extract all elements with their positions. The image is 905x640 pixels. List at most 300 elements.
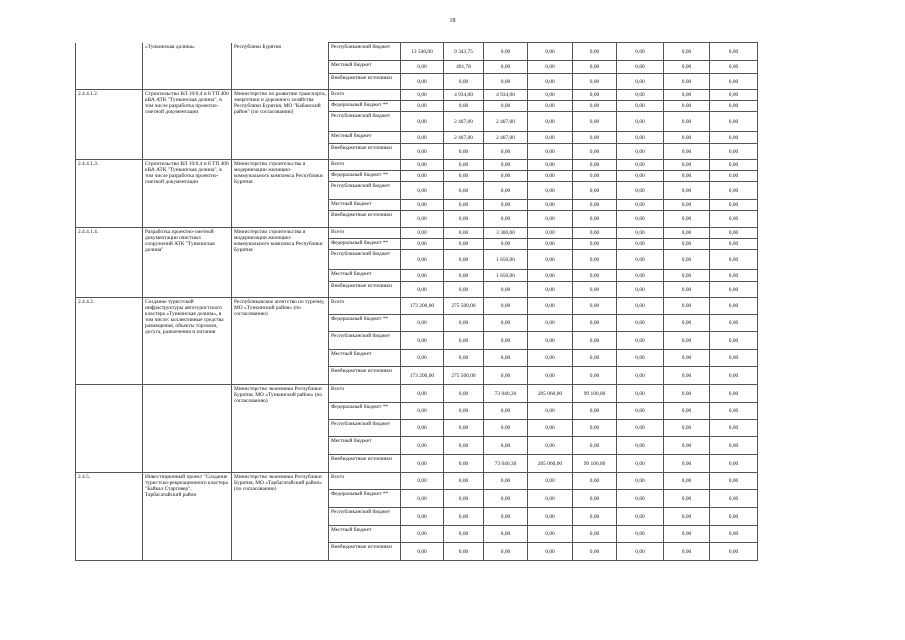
amount-cell: 0,00 (401, 282, 444, 298)
amount-cell: 0,00 (484, 367, 528, 385)
amount-cell: 0,00 (484, 403, 528, 420)
measure-name: Строительство ВЛ 10/0,4 и 8 ТП 400 кВА АТК "Тункинская долина", в том числе разработка проектно-сметной документации (143, 90, 232, 160)
amount-cell: 0,00 (710, 385, 758, 403)
amount-cell: 0,00 (484, 420, 528, 437)
amount-cell: 0,00 (573, 112, 617, 132)
amount-cell: 0,00 (664, 171, 710, 182)
amount-cell: 0,00 (573, 282, 617, 298)
amount-cell: 0,00 (401, 182, 444, 200)
amount-cell: 0,00 (573, 543, 617, 561)
amount-cell: 0,00 (401, 144, 444, 160)
amount-cell: 0,00 (664, 420, 710, 437)
funding-source-label: Местный бюджет (329, 61, 401, 74)
amount-cell: 0,00 (573, 61, 617, 74)
amount-cell: 0,00 (401, 490, 444, 508)
amount-cell: 0,00 (617, 403, 664, 420)
amount-cell: 0,00 (710, 211, 758, 228)
amount-cell: 0,00 (573, 239, 617, 250)
amount-cell: 0,00 (401, 74, 444, 90)
amount-cell: 275 500,00 (444, 298, 484, 315)
amount-cell: 0,00 (573, 132, 617, 144)
amount-cell: 0,00 (484, 239, 528, 250)
amount-cell: 0,00 (710, 61, 758, 74)
amount-cell: 0,00 (444, 455, 484, 473)
funding-source-label: Федеральный бюджет ** (329, 403, 401, 420)
amount-cell: 0,00 (444, 74, 484, 90)
measure-name (143, 385, 232, 473)
funding-source-label: Внебюджетные источники (329, 74, 401, 90)
amount-cell: 0,00 (401, 101, 444, 112)
amount-cell: 0,00 (528, 526, 573, 543)
executor: Министерство по развитию транспорта, энергетики и дорожного хозяйства Республики Бурятия, МО "Кабанский район" (по согласованию) (232, 90, 329, 160)
amount-cell: 0,00 (664, 112, 710, 132)
amount-cell: 0,00 (710, 250, 758, 270)
amount-cell: 0,00 (528, 211, 573, 228)
amount-cell: 0,00 (710, 473, 758, 490)
amount-cell: 0,00 (401, 420, 444, 437)
amount-cell: 0,00 (444, 160, 484, 171)
amount-cell: 205 060,00 (528, 455, 573, 473)
amount-cell: 0,00 (710, 282, 758, 298)
amount-cell: 0,00 (617, 490, 664, 508)
amount-cell: 0,00 (573, 270, 617, 282)
amount-cell: 0,00 (664, 74, 710, 90)
measure-name: Строительство ВЛ 10/0,4 и 8 ТП 400 кВА АТК "Тункинская долина", в том числе разработка проектно-сметной документации (143, 160, 232, 228)
amount-cell: 0,00 (664, 211, 710, 228)
amount-cell: 0,00 (484, 171, 528, 182)
amount-cell: 0,00 (617, 298, 664, 315)
amount-cell: 0,00 (484, 490, 528, 508)
amount-cell: 0,00 (444, 420, 484, 437)
amount-cell: 0,00 (573, 473, 617, 490)
amount-cell: 0,00 (617, 211, 664, 228)
amount-cell: 0,00 (528, 270, 573, 282)
funding-source-label: Всего (329, 298, 401, 315)
amount-cell: 0,00 (664, 473, 710, 490)
amount-cell: 99 100,00 (573, 385, 617, 403)
table-row (76, 473, 803, 490)
amount-cell: 0,00 (617, 543, 664, 561)
amount-cell: 0,00 (710, 270, 758, 282)
amount-cell: 0,00 (664, 61, 710, 74)
amount-cell: 0,00 (444, 473, 484, 490)
amount-cell: 491,78 (444, 61, 484, 74)
amount-cell: 2 467,00 (484, 132, 528, 144)
amount-cell: 0,00 (484, 211, 528, 228)
funding-source-label: Внебюджетные источники (329, 455, 401, 473)
funding-source-label: Федеральный бюджет ** (329, 315, 401, 332)
amount-cell: 275 500,00 (444, 367, 484, 385)
amount-cell: 73 040,30 (484, 385, 528, 403)
amount-cell: 0,00 (528, 239, 573, 250)
amount-cell: 0,00 (528, 508, 573, 526)
amount-cell: 0,00 (484, 182, 528, 200)
amount-cell: 0,00 (573, 508, 617, 526)
amount-cell: 0,00 (664, 437, 710, 455)
amount-cell: 0,00 (528, 332, 573, 350)
amount-cell: 0,00 (444, 250, 484, 270)
amount-cell: 0,00 (484, 144, 528, 160)
amount-cell: 0,00 (401, 508, 444, 526)
amount-cell: 0,00 (573, 171, 617, 182)
amount-cell: 0,00 (528, 543, 573, 561)
amount-cell: 0,00 (710, 420, 758, 437)
amount-cell: 0,00 (484, 526, 528, 543)
amount-cell: 0,00 (528, 74, 573, 90)
amount-cell: 9 343,75 (444, 43, 484, 61)
amount-cell: 0,00 (710, 171, 758, 182)
amount-cell: 0,00 (664, 200, 710, 211)
amount-cell: 0,00 (664, 132, 710, 144)
amount-cell: 0,00 (401, 437, 444, 455)
amount-cell: 0,00 (401, 315, 444, 332)
amount-cell: 0,00 (401, 228, 444, 239)
amount-cell: 0,00 (401, 90, 444, 101)
budget-table (75, 42, 803, 561)
amount-cell: 0,00 (573, 437, 617, 455)
funding-source-label: Внебюджетные источники (329, 144, 401, 160)
amount-cell: 0,00 (528, 144, 573, 160)
amount-cell: 3 300,00 (484, 228, 528, 239)
amount-cell: 0,00 (664, 403, 710, 420)
amount-cell: 0,00 (528, 160, 573, 171)
amount-cell: 0,00 (617, 43, 664, 61)
amount-cell: 0,00 (617, 270, 664, 282)
amount-cell: 0,00 (573, 526, 617, 543)
amount-cell: 0,00 (573, 250, 617, 270)
amount-cell: 0,00 (444, 437, 484, 455)
amount-cell: 0,00 (573, 367, 617, 385)
amount-cell: 0,00 (617, 61, 664, 74)
funding-source-label: Республиканский бюджет (329, 332, 401, 350)
amount-cell: 0,00 (528, 182, 573, 200)
amount-cell: 0,00 (617, 455, 664, 473)
table-row (76, 385, 803, 403)
amount-cell: 0,00 (401, 239, 444, 250)
funding-source-label: Местный бюджет (329, 437, 401, 455)
amount-cell: 0,00 (401, 132, 444, 144)
amount-cell: 0,00 (710, 315, 758, 332)
amount-cell: 0,00 (573, 350, 617, 367)
amount-cell: 0,00 (664, 526, 710, 543)
amount-cell: 0,00 (710, 101, 758, 112)
amount-cell: 0,00 (401, 250, 444, 270)
amount-cell: 73 040,30 (484, 455, 528, 473)
measure-name: Создание туристской инфраструктуры автотуристского кластера «Тункинская долина», в том числе: коллективные средства размещения, объекты торговли, досуга, развлечения и питания (143, 298, 232, 385)
amount-cell: 0,00 (664, 43, 710, 61)
table-row (76, 228, 803, 239)
amount-cell: 0,00 (710, 298, 758, 315)
amount-cell: 0,00 (664, 455, 710, 473)
funding-source-label: Внебюджетные источники (329, 367, 401, 385)
amount-cell: 0,00 (484, 61, 528, 74)
amount-cell: 173 200,00 (401, 298, 444, 315)
amount-cell: 0,00 (484, 437, 528, 455)
amount-cell: 0,00 (617, 182, 664, 200)
amount-cell: 0,00 (401, 526, 444, 543)
amount-cell: 0,00 (573, 403, 617, 420)
amount-cell: 0,00 (664, 332, 710, 350)
amount-cell: 0,00 (528, 367, 573, 385)
funding-source-label: Республиканский бюджет (329, 420, 401, 437)
amount-cell: 0,00 (710, 43, 758, 61)
amount-cell: 0,00 (401, 350, 444, 367)
amount-cell: 0,00 (664, 160, 710, 171)
amount-cell: 0,00 (710, 239, 758, 250)
measure-code: 2.4.4.1.4. (76, 228, 143, 298)
amount-cell: 0,00 (617, 239, 664, 250)
amount-cell: 0,00 (484, 473, 528, 490)
funding-source-label: Внебюджетные источники (329, 543, 401, 561)
amount-cell: 0,00 (401, 171, 444, 182)
amount-cell: 0,00 (444, 211, 484, 228)
amount-cell: 0,00 (444, 315, 484, 332)
amount-cell: 0,00 (444, 228, 484, 239)
amount-cell: 0,00 (484, 74, 528, 90)
funding-source-label: Республиканский бюджет (329, 43, 401, 61)
measure-code: 2.4.5. (76, 473, 143, 561)
amount-cell: 0,00 (664, 282, 710, 298)
amount-cell: 0,00 (617, 101, 664, 112)
amount-cell: 0,00 (617, 132, 664, 144)
amount-cell: 0,00 (444, 332, 484, 350)
amount-cell: 0,00 (573, 420, 617, 437)
amount-cell: 1 650,00 (484, 250, 528, 270)
amount-cell: 0,00 (617, 367, 664, 385)
amount-cell: 0,00 (444, 282, 484, 298)
amount-cell: 0,00 (573, 43, 617, 61)
amount-cell: 0,00 (664, 250, 710, 270)
amount-cell: 0,00 (710, 543, 758, 561)
amount-cell: 0,00 (617, 160, 664, 171)
amount-cell: 0,00 (528, 315, 573, 332)
amount-cell: 0,00 (617, 250, 664, 270)
amount-cell: 0,00 (401, 61, 444, 74)
amount-cell: 0,00 (401, 332, 444, 350)
amount-cell: 0,00 (664, 270, 710, 282)
amount-cell: 2 467,00 (444, 132, 484, 144)
table-row (76, 43, 803, 61)
amount-cell: 0,00 (444, 543, 484, 561)
amount-cell: 205 060,00 (528, 385, 573, 403)
table-row (76, 90, 803, 101)
amount-cell: 0,00 (528, 200, 573, 211)
funding-source-label: Федеральный бюджет ** (329, 490, 401, 508)
amount-cell: 0,00 (401, 160, 444, 171)
amount-cell: 0,00 (528, 228, 573, 239)
amount-cell: 0,00 (528, 473, 573, 490)
amount-cell: 0,00 (664, 101, 710, 112)
measure-name: «Тункинская долина» (143, 43, 232, 90)
amount-cell: 0,00 (710, 144, 758, 160)
page-number: 18 (449, 18, 456, 24)
funding-source-label: Местный бюджет (329, 350, 401, 367)
amount-cell: 0,00 (444, 239, 484, 250)
amount-cell: 0,00 (401, 473, 444, 490)
amount-cell: 0,00 (617, 350, 664, 367)
amount-cell: 0,00 (664, 228, 710, 239)
amount-cell: 0,00 (401, 403, 444, 420)
amount-cell: 0,00 (573, 298, 617, 315)
amount-cell: 0,00 (528, 350, 573, 367)
amount-cell: 0,00 (664, 182, 710, 200)
amount-cell: 0,00 (528, 171, 573, 182)
amount-cell: 0,00 (617, 437, 664, 455)
amount-cell: 0,00 (573, 332, 617, 350)
funding-source-label: Всего (329, 90, 401, 101)
amount-cell: 0,00 (528, 420, 573, 437)
amount-cell: 0,00 (710, 332, 758, 350)
amount-cell: 0,00 (444, 182, 484, 200)
amount-cell: 0,00 (444, 385, 484, 403)
funding-source-label: Республиканский бюджет (329, 112, 401, 132)
amount-cell: 0,00 (710, 490, 758, 508)
amount-cell: 2 467,00 (444, 112, 484, 132)
amount-cell: 0,00 (528, 282, 573, 298)
funding-source-label: Внебюджетные источники (329, 282, 401, 298)
measure-code (76, 43, 143, 90)
amount-cell: 0,00 (573, 90, 617, 101)
executor: Министерство строительства и модернизации жилищно-коммунального комплекса Республики Бурятия (232, 228, 329, 298)
amount-cell: 0,00 (528, 112, 573, 132)
measure-code (76, 385, 143, 473)
amount-cell: 0,00 (664, 508, 710, 526)
funding-source-label: Всего (329, 473, 401, 490)
funding-source-label: Всего (329, 385, 401, 403)
funding-source-label: Внебюджетные источники (329, 211, 401, 228)
funding-source-label: Федеральный бюджет ** (329, 101, 401, 112)
amount-cell: 1 650,00 (484, 270, 528, 282)
funding-source-label: Местный бюджет (329, 200, 401, 211)
amount-cell: 0,00 (528, 250, 573, 270)
amount-cell: 0,00 (484, 332, 528, 350)
executor: Министерство экономики Республики Бурятия, МО «Тарбагатайский район» (по согласованию) (232, 473, 329, 561)
amount-cell: 0,00 (710, 367, 758, 385)
amount-cell: 0,00 (401, 455, 444, 473)
funding-source-label: Всего (329, 160, 401, 171)
amount-cell: 0,00 (401, 543, 444, 561)
amount-cell: 0,00 (617, 74, 664, 90)
amount-cell: 0,00 (528, 132, 573, 144)
amount-cell: 0,00 (710, 455, 758, 473)
amount-cell: 0,00 (664, 144, 710, 160)
amount-cell: 0,00 (710, 90, 758, 101)
amount-cell: 0,00 (484, 101, 528, 112)
amount-cell: 0,00 (444, 403, 484, 420)
amount-cell: 0,00 (664, 543, 710, 561)
amount-cell: 0,00 (444, 490, 484, 508)
amount-cell: 0,00 (710, 526, 758, 543)
funding-source-label: Федеральный бюджет ** (329, 171, 401, 182)
amount-cell: 0,00 (573, 228, 617, 239)
amount-cell: 0,00 (528, 101, 573, 112)
amount-cell: 13 540,00 (401, 43, 444, 61)
amount-cell: 0,00 (573, 101, 617, 112)
amount-cell: 0,00 (484, 543, 528, 561)
funding-source-label: Всего (329, 228, 401, 239)
amount-cell: 0,00 (528, 403, 573, 420)
table-row (76, 160, 803, 171)
executor: Республиканское агентство по туризму, МО «Тункинский район» (по согласованию) (232, 298, 329, 385)
amount-cell: 0,00 (664, 350, 710, 367)
amount-cell: 0,00 (710, 508, 758, 526)
amount-cell: 99 100,00 (573, 455, 617, 473)
amount-cell: 173 200,00 (401, 367, 444, 385)
amount-cell: 0,00 (710, 437, 758, 455)
amount-cell: 0,00 (710, 350, 758, 367)
amount-cell: 0,00 (573, 490, 617, 508)
executor: Министерство строительства и модернизации жилищно-коммунального комплекса Республики Бурятия (232, 160, 329, 228)
amount-cell: 0,00 (710, 160, 758, 171)
amount-cell: 0,00 (444, 508, 484, 526)
amount-cell: 0,00 (444, 200, 484, 211)
amount-cell: 0,00 (617, 508, 664, 526)
amount-cell: 0,00 (484, 160, 528, 171)
amount-cell: 0,00 (528, 90, 573, 101)
amount-cell: 0,00 (664, 367, 710, 385)
amount-cell: 0,00 (710, 228, 758, 239)
amount-cell: 0,00 (617, 112, 664, 132)
executor: Республики Бурятия (232, 43, 329, 90)
amount-cell: 0,00 (617, 385, 664, 403)
amount-cell: 0,00 (617, 282, 664, 298)
amount-cell: 0,00 (528, 437, 573, 455)
amount-cell: 0,00 (484, 43, 528, 61)
amount-cell: 0,00 (664, 315, 710, 332)
amount-cell: 0,00 (664, 298, 710, 315)
amount-cell: 4 934,00 (444, 90, 484, 101)
amount-cell: 0,00 (664, 239, 710, 250)
amount-cell: 0,00 (573, 200, 617, 211)
amount-cell: 2 467,00 (484, 112, 528, 132)
amount-cell: 0,00 (444, 526, 484, 543)
amount-cell: 0,00 (664, 385, 710, 403)
funding-source-label: Республиканский бюджет (329, 250, 401, 270)
amount-cell: 0,00 (573, 160, 617, 171)
amount-cell: 0,00 (528, 298, 573, 315)
amount-cell: 0,00 (401, 270, 444, 282)
amount-cell: 0,00 (664, 490, 710, 508)
funding-source-label: Республиканский бюджет (329, 508, 401, 526)
measure-code: 2.4.4.1.2. (76, 90, 143, 160)
amount-cell: 4 934,00 (484, 90, 528, 101)
amount-cell: 0,00 (444, 144, 484, 160)
amount-cell: 0,00 (710, 132, 758, 144)
amount-cell: 0,00 (617, 144, 664, 160)
amount-cell: 0,00 (484, 282, 528, 298)
measure-name: Инвестиционный проект "Создание туристско-рекреационного кластера "Байкал Стартовер", Тарбагатайский район (143, 473, 232, 561)
amount-cell: 0,00 (664, 90, 710, 101)
amount-cell: 0,00 (617, 420, 664, 437)
amount-cell: 0,00 (573, 211, 617, 228)
amount-cell: 0,00 (617, 90, 664, 101)
amount-cell: 0,00 (617, 473, 664, 490)
measure-code: 2.4.4.1.3. (76, 160, 143, 228)
amount-cell: 0,00 (401, 112, 444, 132)
amount-cell: 0,00 (484, 298, 528, 315)
amount-cell: 0,00 (710, 182, 758, 200)
amount-cell: 0,00 (710, 403, 758, 420)
amount-cell: 0,00 (710, 112, 758, 132)
amount-cell: 0,00 (617, 228, 664, 239)
funding-source-label: Местный бюджет (329, 270, 401, 282)
amount-cell: 0,00 (617, 200, 664, 211)
amount-cell: 0,00 (573, 182, 617, 200)
funding-source-label: Республиканский бюджет (329, 182, 401, 200)
measure-name: Разработка проектно-сметной документации очистных сооружений АТК "Тункинская долина" (143, 228, 232, 298)
amount-cell: 0,00 (484, 350, 528, 367)
amount-cell: 0,00 (444, 171, 484, 182)
